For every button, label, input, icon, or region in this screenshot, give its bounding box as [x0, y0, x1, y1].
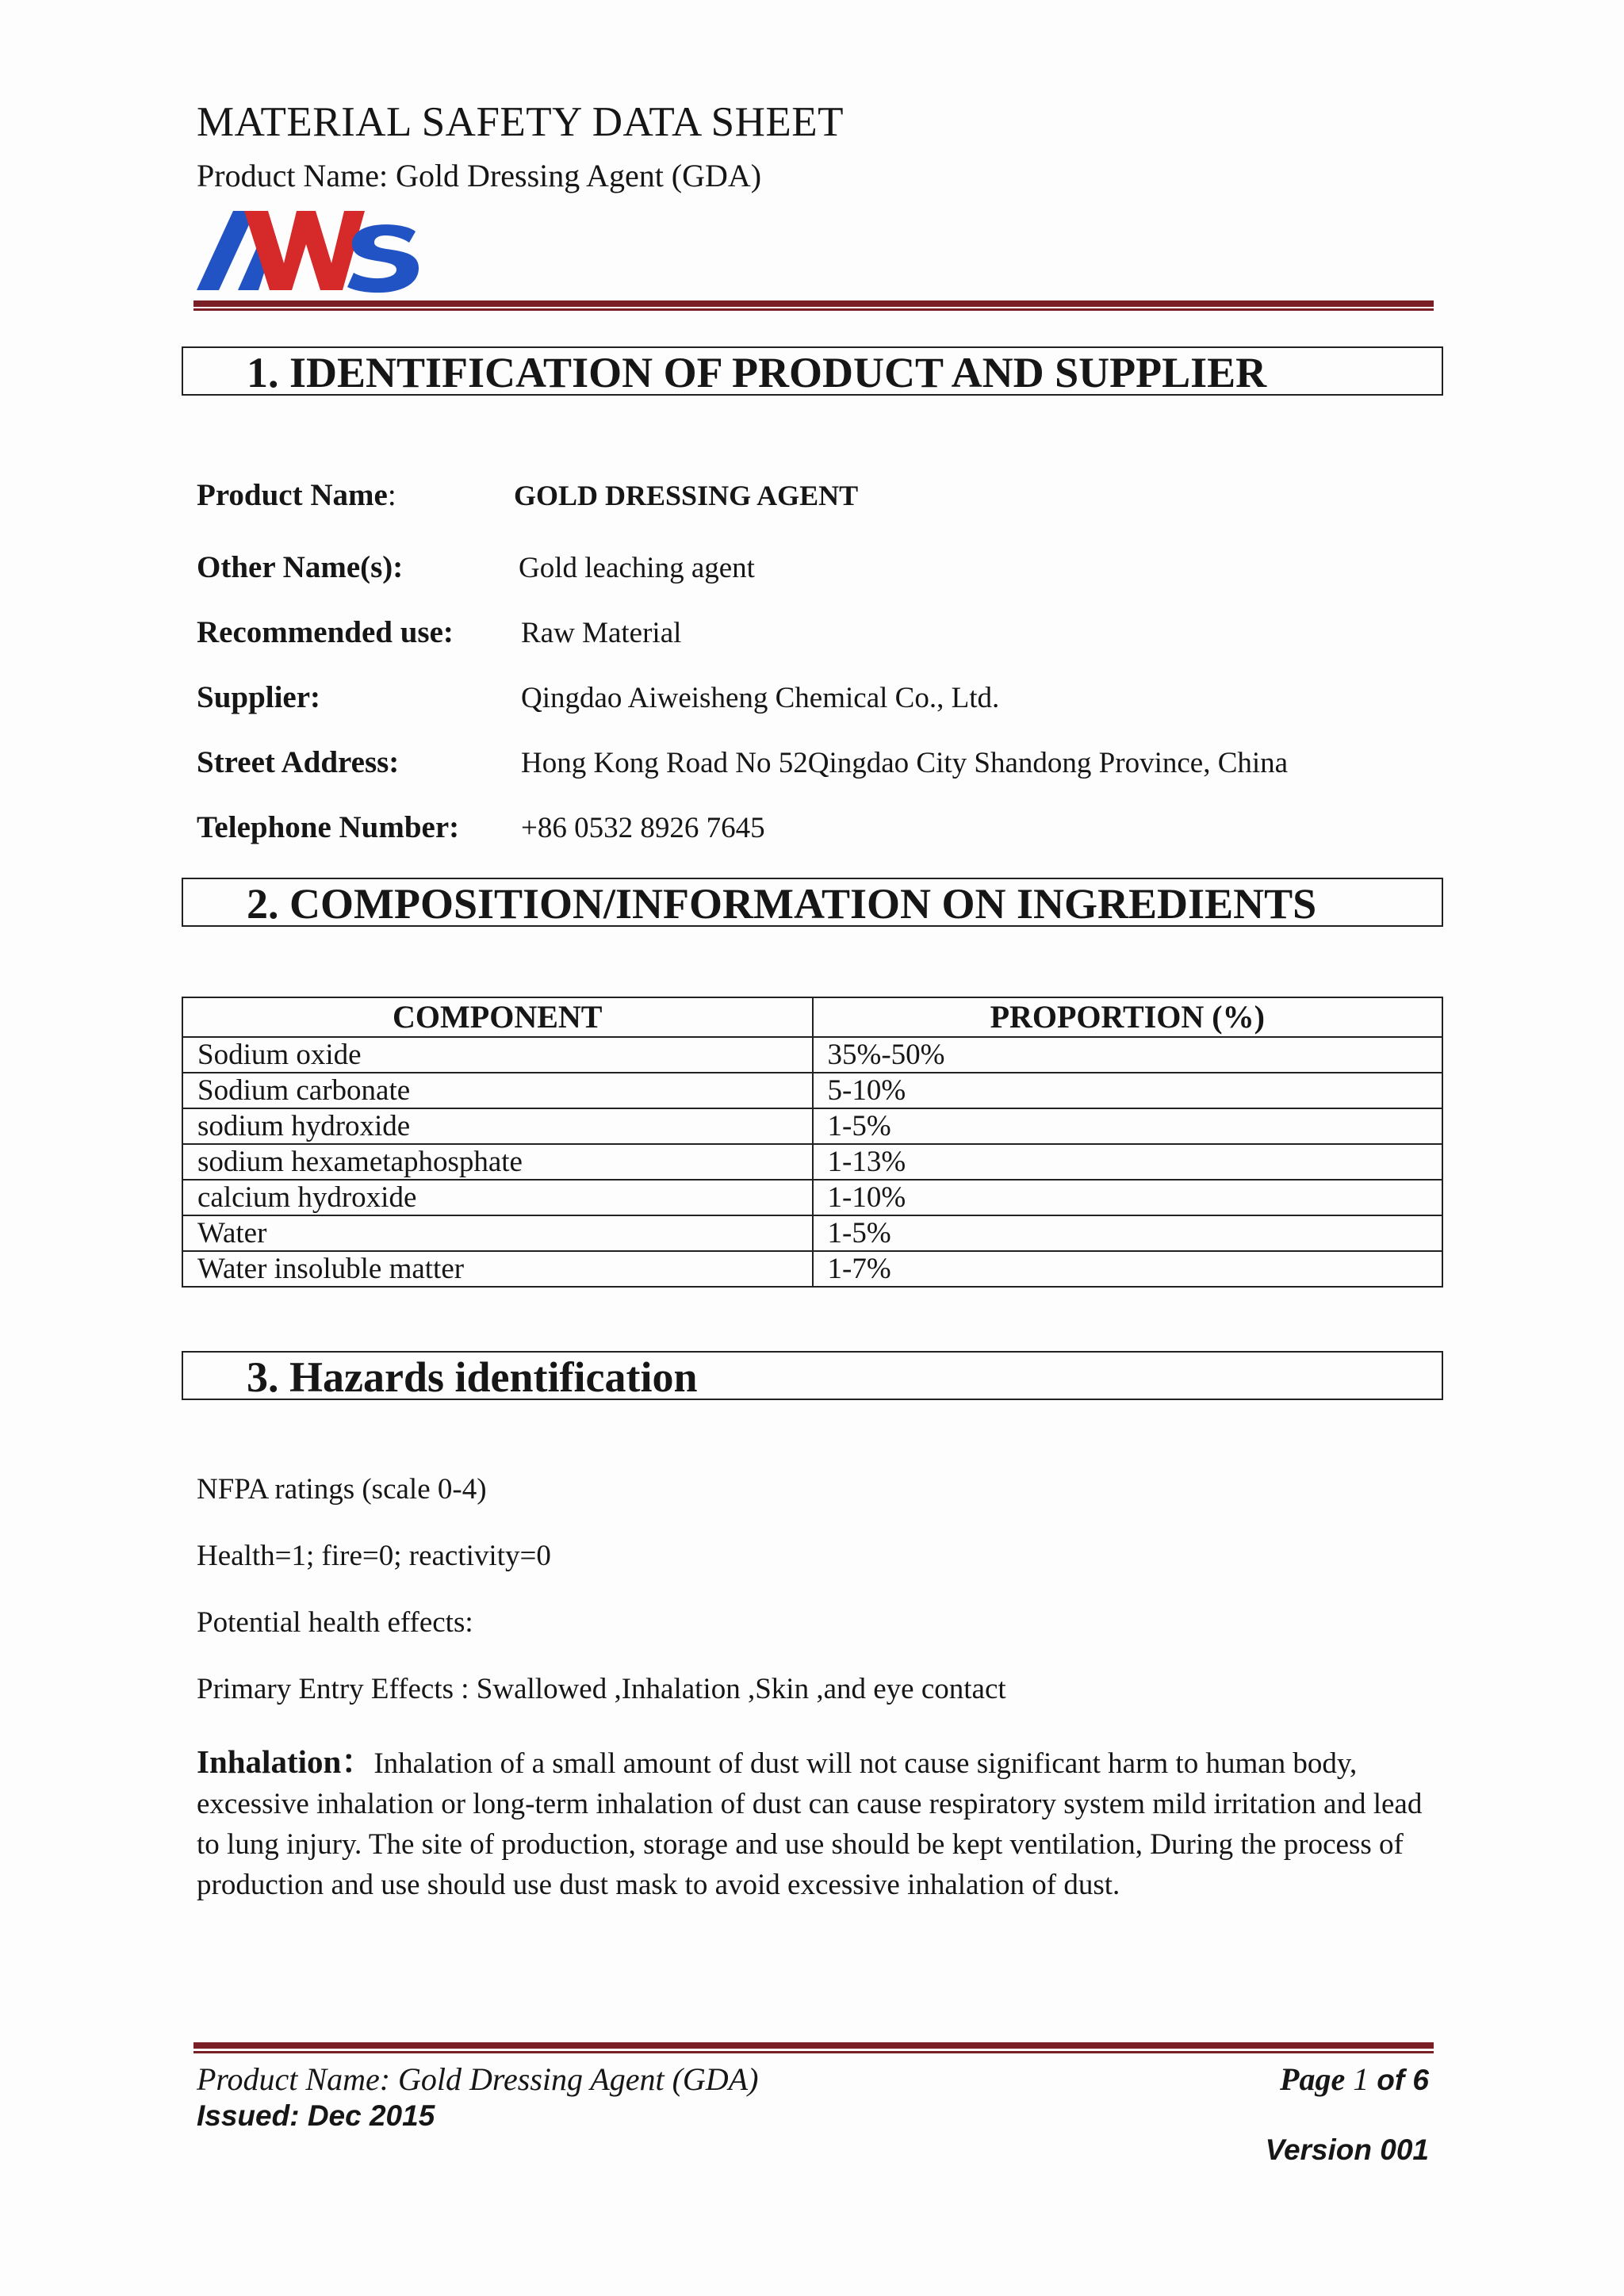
proportion-cell: 1-13% [813, 1144, 1443, 1180]
section-3-heading: 3. Hazards identification [247, 1353, 698, 1401]
component-cell: Sodium oxide [182, 1037, 813, 1073]
section-2-heading: 2. COMPOSITION/INFORMATION ON INGREDIENTS [247, 880, 1317, 928]
document-subtitle: Product Name: Gold Dressing Agent (GDA) [197, 158, 762, 193]
component-cell: Water [182, 1215, 813, 1251]
street-address-label: Street Address: [197, 745, 400, 779]
page-current: 1 [1353, 2061, 1369, 2097]
telephone-label: Telephone Number: [197, 810, 460, 844]
other-names-label: Other Name(s): [197, 550, 404, 584]
nfpa-values-text: Health=1; fire=0; reactivity=0 [197, 1540, 551, 1572]
proportion-cell: 1-5% [813, 1215, 1443, 1251]
header-rule-thin [193, 308, 1434, 311]
section-3-heading-box [182, 1351, 1443, 1400]
table-row [182, 1037, 1442, 1073]
table-row [182, 1215, 1442, 1251]
table-row [182, 1180, 1442, 1215]
telephone-value: +86 0532 8926 7645 [521, 812, 765, 844]
proportion-cell: 1-7% [813, 1251, 1443, 1287]
product-name-value: GOLD DRESSING AGENT [514, 480, 859, 511]
company-logo [197, 208, 419, 295]
supplier-label: Supplier: [197, 680, 321, 714]
table-row [182, 1144, 1442, 1180]
component-cell: sodium hexametaphosphate [182, 1144, 813, 1180]
footer-page-number [1280, 2061, 1429, 2097]
table-row [182, 1251, 1442, 1287]
component-cell: Water insoluble matter [182, 1251, 813, 1287]
health-effects-text: Potential health effects: [197, 1606, 473, 1639]
nfpa-ratings-text: NFPA ratings (scale 0-4) [197, 1473, 487, 1506]
section-1-heading: 1. IDENTIFICATION OF PRODUCT AND SUPPLIER [247, 349, 1267, 396]
table-row [182, 1073, 1442, 1108]
footer-product-name: Product Name: Gold Dressing Agent (GDA) [197, 2061, 759, 2097]
footer-rule-thick [193, 2042, 1434, 2049]
inhalation-paragraph [197, 1742, 1442, 1905]
table-header-row [182, 997, 1442, 1037]
component-cell: calcium hydroxide [182, 1180, 813, 1215]
footer-rule-thin [193, 2051, 1434, 2053]
inhalation-text: Inhalation of a small amount of dust will not cause significant harm to human body, excessive inhalation or long-term inhalation of dust can cause respiratory system mild irritation and lead to lung injury. The site of production, storage and use should be kept ventilation, During the process of production and use should use dust mask to avoid excessive inhalation of dust. [197, 1747, 1423, 1901]
other-names-value: Gold leaching agent [519, 552, 755, 584]
page-total: of 6 [1377, 2064, 1429, 2096]
composition-table [182, 997, 1443, 1288]
primary-entry-text: Primary Entry Effects : Swallowed ,Inhalation ,Skin ,and eye contact [197, 1673, 1006, 1705]
recommended-use-label: Recommended use: [197, 615, 454, 649]
footer-version: Version 001 [1265, 2133, 1429, 2166]
page-word: Page [1280, 2061, 1346, 2097]
supplier-value: Qingdao Aiweisheng Chemical Co., Ltd. [521, 682, 1000, 714]
street-address-value: Hong Kong Road No 52Qingdao City Shandong Province, China [521, 747, 1289, 779]
column-header-proportion: PROPORTION (%) [813, 997, 1443, 1037]
footer-issued-date: Issued: Dec 2015 [197, 2099, 435, 2132]
header-rule-thick [193, 300, 1434, 307]
section-2-heading-box [182, 878, 1443, 927]
inhalation-label: Inhalation： [197, 1743, 374, 1780]
proportion-cell: 1-10% [813, 1180, 1443, 1215]
column-header-component: COMPONENT [182, 997, 813, 1037]
component-cell: Sodium carbonate [182, 1073, 813, 1108]
recommended-use-value: Raw Material [521, 617, 682, 649]
proportion-cell: 1-5% [813, 1108, 1443, 1144]
product-name-label: Product Name: [197, 478, 396, 512]
proportion-cell: 5-10% [813, 1073, 1443, 1108]
section-1-heading-box [182, 346, 1443, 396]
table-row [182, 1108, 1442, 1144]
document-title: MATERIAL SAFETY DATA SHEET [197, 99, 845, 145]
component-cell: sodium hydroxide [182, 1108, 813, 1144]
proportion-cell: 35%-50% [813, 1037, 1443, 1073]
